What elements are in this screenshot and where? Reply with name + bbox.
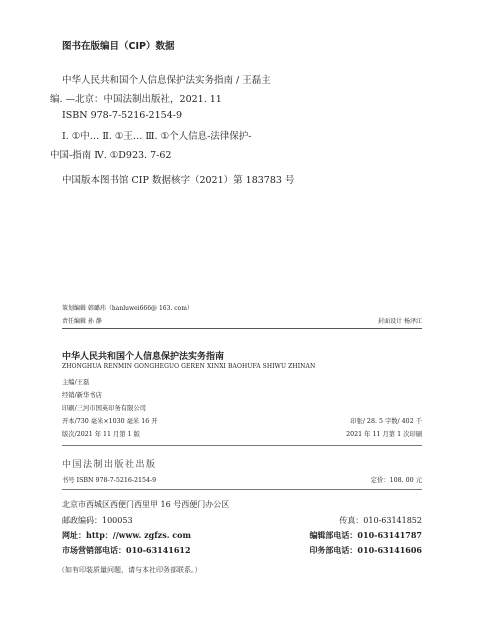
printing-phone: 印务部电话：010-63141606: [309, 545, 422, 555]
postcode: 邮政编码：100053: [62, 516, 133, 525]
cover-design: 封面设计 杨泽江: [378, 318, 422, 325]
divider-bottom: [62, 489, 422, 490]
divider-top: [62, 328, 422, 329]
book-editor: 主编/王磊: [62, 379, 90, 386]
book-number: 书号 ISBN 978-7-5216-2154-9: [62, 477, 157, 484]
price: 定价：108. 00 元: [370, 477, 422, 484]
book-title: 中华人民共和国个人信息保护法实务指南: [62, 352, 225, 362]
book-printer: 印刷/三河市国英印务有限公司: [62, 405, 146, 412]
book-format: 开本/730 毫米×1030 毫米 16 开: [62, 418, 158, 425]
cip-verification-number: 中国版本图书馆 CIP 数据核字（2021）第 183783 号: [62, 175, 295, 186]
planning-editor: 策划编辑 韩璐玮（hanluwei666@ 163. com）: [62, 305, 193, 312]
book-pinyin: ZHONGHUA RENMIN GONGHEGUO GEREN XINXI BAOHUFA SHIWU ZHINAN: [62, 363, 316, 370]
cip-title-line: 中华人民共和国个人信息保护法实务指南 / 王磊主: [62, 75, 271, 86]
website: 网址：http：//www. zgfzs. com: [62, 530, 191, 540]
book-distributor: 经销/新华书店: [62, 392, 102, 399]
cip-classification-line-2: 中国-指南 Ⅳ. ①D923. 7-62: [50, 150, 172, 161]
marketing-phone: 市场营销部电话：010-63141612: [62, 545, 191, 555]
cip-publication-line: 编. —北京：中国法制出版社，2021. 11: [50, 94, 222, 105]
book-sheets: 印张/ 28. 5 字数/ 402 千: [350, 418, 422, 425]
responsible-editor: 责任编辑 孙 静: [62, 318, 102, 325]
publisher-address: 北京市西城区西便门西里甲 16 号西便门办公区: [62, 500, 230, 509]
book-edition: 版次/2021 年 11 月第 1 版: [62, 431, 140, 438]
editorial-phone: 编辑部电话：010-63141787: [309, 530, 422, 540]
quality-note: （如有印装质量问题，请与本社印务部联系。）: [58, 566, 202, 574]
cip-heading: 图书在版编目（CIP）数据: [62, 41, 175, 52]
divider-middle: [62, 445, 422, 446]
publisher-name: 中国法制出版社出版: [62, 460, 157, 470]
cip-classification-line: Ⅰ. ①中… Ⅱ. ①王… Ⅲ. ①个人信息-法律保护-: [62, 131, 252, 142]
cip-isbn-line: ISBN 978-7-5216-2154-9: [62, 110, 182, 121]
book-impression: 2021 年 11 月第 1 次印刷: [346, 431, 422, 438]
fax: 传真：010-63141852: [339, 516, 422, 525]
